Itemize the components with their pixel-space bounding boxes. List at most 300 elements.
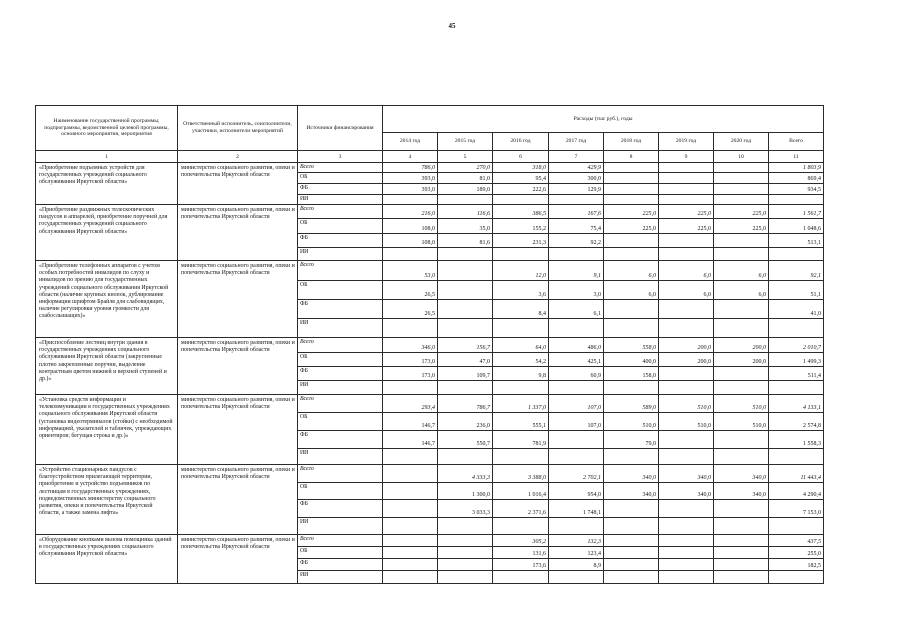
funding-source-label: Всего [298,163,383,173]
expense-value [659,559,714,571]
expense-value [659,248,714,261]
expense-value: 4 290,4 [769,483,824,500]
expense-value: 486,0 [549,338,604,353]
expense-value: 510,0 [714,395,769,413]
funding-source-label: ОБ [298,219,383,234]
header-total: Всего [769,133,824,151]
expense-value: 2 702,1 [549,465,604,483]
expense-value: 200,0 [714,338,769,353]
expense-value: 934,5 [769,184,824,195]
expense-value [769,248,824,261]
expense-value [714,234,769,248]
expense-value: 11 443,4 [769,465,824,483]
expense-value: 558,0 [604,338,659,353]
expense-value: 1 048,6 [769,219,824,234]
expense-value [549,195,604,205]
expense-value: 386,5 [493,205,549,219]
expense-value: 318,0 [493,163,549,173]
funding-source-label: ФБ [298,559,383,571]
expense-value: 510,0 [714,413,769,431]
expense-value [549,518,604,535]
expense-value [714,431,769,449]
header-year-2019: 2019 год [659,133,714,151]
header-expenses-title: Расходы (тыс руб.), годы [383,106,824,133]
header-row [36,106,824,133]
table-row-total [36,395,824,413]
expense-value: 123,4 [549,547,604,559]
funding-source-label: ФБ [298,234,383,248]
header-executor: Ответственный исполнитель, соисполнители, участники, исполнители мероприятий [178,106,298,151]
header-year-2014: 2014 год [383,133,438,151]
expense-value: 3 388,0 [493,465,549,483]
expense-value [604,449,659,465]
funding-source-label: ФБ [298,431,383,449]
expense-value [659,195,714,205]
expense-value [383,571,438,584]
expense-value: 35,0 [438,219,493,234]
expense-value [438,547,493,559]
funding-source-label: ОБ [298,547,383,559]
expense-value [549,571,604,584]
expense-value: 95,4 [493,173,549,184]
table-row-total [36,535,824,547]
expense-value: 236,0 [438,413,493,431]
expense-value: 12,0 [493,261,549,281]
expense-value [604,300,659,319]
expense-value [769,381,824,395]
expense-value: 2 371,6 [493,500,549,518]
expense-value: 511,4 [769,367,824,381]
funding-source-label: ИИ [298,195,383,205]
expense-value: 81,6 [438,234,493,248]
table-body [36,163,824,584]
expense-value [383,381,438,395]
expense-value [383,319,438,338]
expense-value: 81,0 [438,173,493,184]
expense-value: 340,0 [659,465,714,483]
funding-source-label: ИИ [298,571,383,584]
column-number: 1 [36,151,178,163]
expense-value [659,500,714,518]
expense-value: 340,0 [659,483,714,500]
expense-value: 393,0 [383,173,438,184]
expense-value: 340,0 [714,483,769,500]
expense-value [604,173,659,184]
expense-value [438,281,493,300]
expense-value: 47,0 [438,353,493,367]
expense-value: 1 337,0 [493,395,549,413]
expense-value: 216,0 [383,205,438,219]
header-year-2015: 2015 год [438,133,493,151]
activity-name: «Устройство стационарных пандусов с благоустройством прилегающей территории, приобретение и устройство подъемников по лестницам в государственных учреждениях, подведомственных министерству социального развития, опеки и попечительства Иркутской области, а также замена лифта» [36,465,178,535]
expense-value [714,535,769,547]
expense-value: 6,0 [659,261,714,281]
column-numbers-row [36,151,824,163]
table-row-total [36,205,824,219]
expense-value: 146,7 [383,431,438,449]
expense-value [383,535,438,547]
expense-value: 425,1 [549,353,604,367]
expense-value: 555,1 [493,413,549,431]
expense-value [438,518,493,535]
funding-source-label: Всего [298,465,383,483]
responsible-executor: министерство социального развития, опеки и попечительства Иркутской области [178,338,298,395]
expense-value: 6,0 [659,281,714,300]
expense-value [714,500,769,518]
expense-value [549,319,604,338]
expense-value: 129,9 [549,184,604,195]
expense-value: 9,8 [493,367,549,381]
expense-value: 54,2 [493,353,549,367]
funding-source-label: Всего [298,535,383,547]
expense-value [493,449,549,465]
expense-value: 781,9 [493,431,549,449]
expense-value: 225,0 [604,205,659,219]
expense-value: 155,2 [493,219,549,234]
activity-name: «Приобретение подъемных устройств для государственных учреждений социального обслуживания Иркутской области» [36,163,178,205]
funding-source-label: ФБ [298,300,383,319]
expense-value: 786,7 [438,395,493,413]
expense-value [659,163,714,173]
expense-value [438,300,493,319]
expense-value [438,195,493,205]
expense-value [714,184,769,195]
expense-value [438,248,493,261]
expense-value [659,173,714,184]
expense-value: 6,1 [549,300,604,319]
expense-value: 270,0 [438,163,493,173]
expense-value: 429,9 [549,163,604,173]
expense-value [659,535,714,547]
column-number: 3 [298,151,383,163]
expense-value: 173,0 [383,353,438,367]
expense-value [659,234,714,248]
expense-value [438,261,493,281]
expense-value [383,465,438,483]
expense-value [714,559,769,571]
expense-value [659,367,714,381]
expense-value: 75,4 [549,219,604,234]
expense-value: 92,2 [549,234,604,248]
expense-value: 158,0 [604,367,659,381]
funding-source-label: Всего [298,261,383,281]
expense-value [659,518,714,535]
expense-value [604,571,659,584]
expense-value: 200,0 [659,338,714,353]
funding-source-label: ИИ [298,518,383,535]
header-year-2016: 2016 год [493,133,549,151]
expense-value [604,163,659,173]
expense-value: 8,9 [549,559,604,571]
expense-value: 41,0 [769,300,824,319]
activity-name: «Приобретение телефонных аппаратов с учетом особых потребностей инвалидов по слуху и инвалидов по зрению для государственных учреждений социального обслуживания Иркутской области (наличие крупных кнопок, дублирование информации шрифтом Брайля для слабовидящих, наличие регулировки уровня громкости для слабослышащих)» [36,261,178,338]
expense-value: 305,2 [493,535,549,547]
expense-value: 2 010,7 [769,338,824,353]
expense-value: 393,0 [383,184,438,195]
expense-value: 79,0 [604,431,659,449]
expense-value [604,381,659,395]
funding-source-label: Всего [298,205,383,219]
column-number: 2 [178,151,298,163]
expense-value [714,195,769,205]
expense-value: 346,0 [383,338,438,353]
funding-source-label: ФБ [298,184,383,195]
expense-value: 26,5 [383,300,438,319]
table-row-total [36,465,824,483]
expense-value [769,319,824,338]
expense-value: 132,3 [549,535,604,547]
funding-source-label: ОБ [298,353,383,367]
expense-value: 225,0 [714,219,769,234]
funding-source-label: Всего [298,395,383,413]
expense-value: 107,0 [549,395,604,413]
expense-value [714,173,769,184]
responsible-executor: министерство социального развития, опеки и попечительства Иркутской области [178,163,298,205]
responsible-executor: министерство социального развития, опеки и попечительства Иркутской области [178,465,298,535]
expense-value: 26,5 [383,281,438,300]
activity-name: «Оборудование кнопками вызова помощника зданий в государственных учреждениях социального обслуживания Иркутской области» [36,535,178,584]
expense-value [383,547,438,559]
responsible-executor: министерство социального развития, опеки и попечительства Иркутской области [178,205,298,261]
funding-source-label: ОБ [298,173,383,184]
expense-value [714,518,769,535]
expense-value: 4 133,1 [769,395,824,413]
expense-value [438,449,493,465]
expense-value: 1 748,1 [549,500,604,518]
expense-value [383,559,438,571]
expense-value: 3,6 [493,281,549,300]
expense-value: 6,0 [714,281,769,300]
table-header [36,106,824,163]
header-program-name: Наименование государственной программы, подпрограммы, ведомственной целевой программы, основного мероприятия, мероприятия [36,106,178,151]
column-number: 11 [769,151,824,163]
column-number: 7 [549,151,604,163]
expense-value: 6,0 [714,261,769,281]
expense-value [714,381,769,395]
expense-value: 437,5 [769,535,824,547]
expense-value: 173,0 [383,367,438,381]
expense-value [604,319,659,338]
expense-value: 340,0 [714,465,769,483]
expense-value: 225,0 [604,219,659,234]
expense-value: 222,6 [493,184,549,195]
expenses-table [35,105,824,584]
expense-value: 510,0 [659,395,714,413]
expense-value [549,248,604,261]
header-funding-sources: Источники финансирования [298,106,383,151]
expense-value [604,547,659,559]
expense-value: 1 558,3 [769,431,824,449]
expense-value [383,248,438,261]
expense-value: 156,7 [438,338,493,353]
funding-source-label: ФБ [298,367,383,381]
expense-value: 340,0 [604,483,659,500]
expense-value [493,195,549,205]
funding-source-label: ИИ [298,381,383,395]
expense-value: 231,3 [493,234,549,248]
expense-value [604,234,659,248]
table-row-total [36,261,824,281]
expense-value [604,195,659,205]
expense-value [659,571,714,584]
expense-value [714,248,769,261]
expense-value [714,300,769,319]
expense-value [659,300,714,319]
responsible-executor: министерство социального развития, опеки и попечительства Иркутской области [178,395,298,465]
expense-value [438,319,493,338]
expense-value [549,381,604,395]
expense-value [493,248,549,261]
activity-name: «Установка средств информации и телекоммуникации в государственных учреждениях социального обслуживания Иркутской области (установка видеотерминалов (стойки) с необходимой информацией, указателей и табличек, упреждающих ориентиров; бегущая строка и др.)» [36,395,178,465]
expense-value: 510,0 [604,413,659,431]
expense-value: 108,0 [383,234,438,248]
column-number: 4 [383,151,438,163]
expense-value: 510,0 [659,413,714,431]
expense-value: 109,7 [438,367,493,381]
expense-value: 293,4 [383,395,438,413]
expense-value: 400,0 [604,353,659,367]
expense-value: 4 333,3 [438,465,493,483]
expense-value [383,195,438,205]
expense-value: 225,0 [659,205,714,219]
expense-value [659,431,714,449]
expense-value [659,319,714,338]
expense-value: 550,7 [438,431,493,449]
funding-source-label: ФБ [298,500,383,518]
column-number: 9 [659,151,714,163]
expense-value: 513,1 [769,234,824,248]
expense-value [383,483,438,500]
table-row-total [36,338,824,353]
expense-value: 6,0 [604,281,659,300]
funding-source-label: ИИ [298,319,383,338]
funding-source-label: ИИ [298,248,383,261]
expense-value: 53,0 [383,261,438,281]
page-number: 45 [448,22,456,30]
expense-value [604,559,659,571]
expense-value: 64,0 [493,338,549,353]
expense-value: 225,0 [659,219,714,234]
expense-value: 340,0 [604,465,659,483]
expense-value: 200,0 [714,353,769,367]
funding-source-label: ИИ [298,449,383,465]
expense-value [769,518,824,535]
expense-value: 107,0 [549,413,604,431]
expense-value [769,449,824,465]
expense-value [493,381,549,395]
responsible-executor: министерство социального развития, опеки и попечительства Иркутской области [178,261,298,338]
funding-source-label: ОБ [298,483,383,500]
expense-value [438,571,493,584]
expense-value [659,184,714,195]
expense-value [383,518,438,535]
column-number: 6 [493,151,549,163]
expense-value: 146,7 [383,413,438,431]
expense-value: 108,0 [383,219,438,234]
expense-value [604,518,659,535]
funding-source-label: Всего [298,338,383,353]
expense-value [714,163,769,173]
expense-value [604,248,659,261]
expense-value: 200,0 [659,353,714,367]
expense-value: 189,0 [438,184,493,195]
activity-name: «Приспособление лестниц внутри здания в государственных учреждениях социального обслуживания Иркутской области (закругленные плотно закрепленные поручни, выделение контрастным цветом нижней и верхней ступеней и др.)» [36,338,178,395]
table-row-total [36,163,824,173]
expense-value [549,431,604,449]
column-number: 8 [604,151,659,163]
expense-value [493,571,549,584]
expense-value [714,319,769,338]
expense-value: 116,6 [438,205,493,219]
expense-value: 225,0 [714,205,769,219]
expense-value: 1 300,0 [438,483,493,500]
expense-value: 51,1 [769,281,824,300]
header-year-2018: 2018 год [604,133,659,151]
funding-source-label: ОБ [298,413,383,431]
expense-value: 8,4 [493,300,549,319]
funding-source-label: ОБ [298,281,383,300]
header-year-2020: 2020 год [714,133,769,151]
expense-value [604,500,659,518]
expense-value: 1 016,4 [493,483,549,500]
header-year-2017: 2017 год [549,133,604,151]
expense-value [659,449,714,465]
expense-value: 954,0 [549,483,604,500]
responsible-executor: министерство социального развития, опеки и попечительства Иркутской области [178,535,298,584]
expense-value [769,571,824,584]
expense-value: 6,0 [604,261,659,281]
expense-value [493,518,549,535]
expense-value [604,184,659,195]
expense-value: 1 561,7 [769,205,824,219]
expense-value [769,195,824,205]
expense-value: 255,0 [769,547,824,559]
expense-value: 3,0 [549,281,604,300]
expense-value [714,547,769,559]
expense-value [438,535,493,547]
activity-name: «Приобретение раздвижных телескопических пандусов и аппарелей, приобретение поручней для государственных учреждений социального обслуживания Иркутской области» [36,205,178,261]
expense-value [438,559,493,571]
expense-value: 167,6 [549,205,604,219]
expense-value [438,381,493,395]
expense-value [659,381,714,395]
expense-value [714,449,769,465]
expense-value: 182,5 [769,559,824,571]
expense-value: 92,1 [769,261,824,281]
expense-value: 173,6 [493,559,549,571]
expense-value [659,547,714,559]
column-number: 5 [438,151,493,163]
expense-value [383,449,438,465]
expense-value: 2 574,8 [769,413,824,431]
expense-value: 60,9 [549,367,604,381]
expense-value: 3 033,3 [438,500,493,518]
expense-value: 1 499,3 [769,353,824,367]
expense-value: 7 153,0 [769,500,824,518]
expense-value: 1 803,9 [769,163,824,173]
expense-value [604,535,659,547]
expense-value: 589,0 [604,395,659,413]
expense-value: 869,4 [769,173,824,184]
column-number: 10 [714,151,769,163]
expense-value [549,449,604,465]
expense-value [714,367,769,381]
expense-value: 131,6 [493,547,549,559]
expense-value [714,571,769,584]
expense-value: 300,0 [549,173,604,184]
expense-value [383,500,438,518]
expense-value: 786,0 [383,163,438,173]
